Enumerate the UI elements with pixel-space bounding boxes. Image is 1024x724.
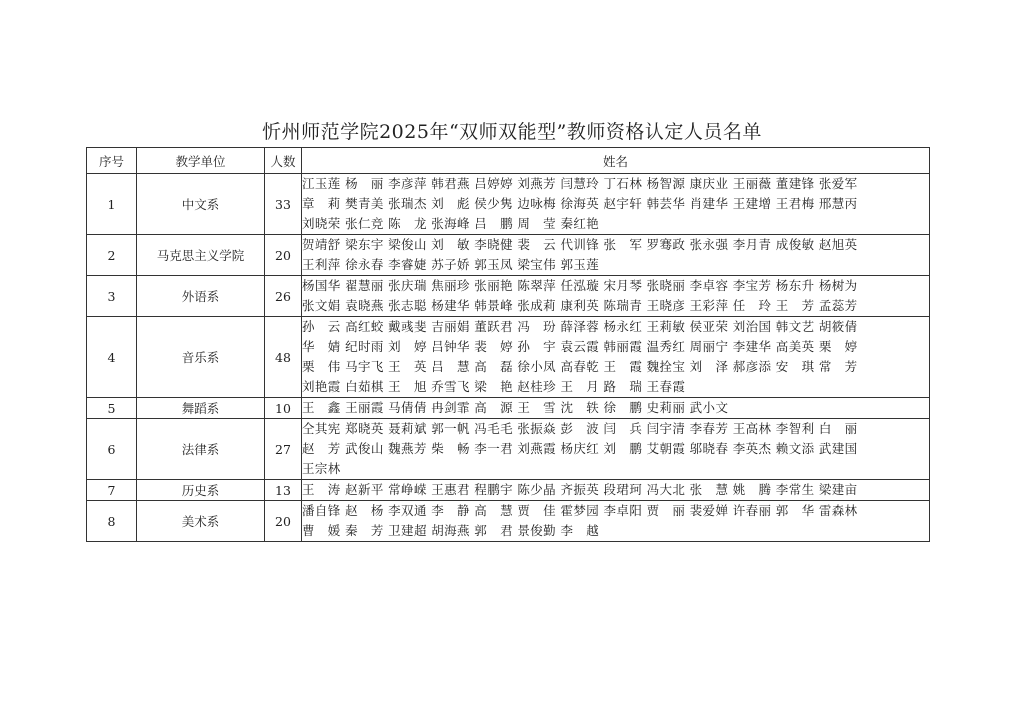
row-count: 48 xyxy=(265,317,302,398)
table-row xyxy=(87,398,930,419)
names-line: 王宗林 xyxy=(302,461,341,476)
row-unit: 美术系 xyxy=(137,501,265,542)
row-count: 13 xyxy=(265,480,302,501)
row-count: 10 xyxy=(265,398,302,419)
names-line: 赵 芳 武俊山 魏燕芳 柴 畅 李一君 刘燕霞 杨庆红 刘 鹏 艾朝霞 邬晓春 李英杰 赖文添 武建国 xyxy=(302,441,858,456)
row-index: 1 xyxy=(87,174,137,235)
names-line: 刘艳霞 白茹棋 王 旭 乔雪飞 梁 艳 赵桂珍 王 月 路 瑞 王春霞 xyxy=(302,379,686,394)
row-unit: 历史系 xyxy=(137,480,265,501)
names-line: 张文娟 袁晓燕 张志聪 杨建华 韩景峰 张成莉 康利英 陈瑞青 王晓彦 王彩萍 任 玲 王 芳 孟蕊芳 xyxy=(302,298,858,313)
names-line: 孙 云 高红蛟 戴彧斐 吉丽娟 董跃君 冯 玢 薛泽蓉 杨永红 王莉敏 侯亚荣 刘治国 韩文艺 胡筱倩 xyxy=(302,319,858,334)
row-index: 5 xyxy=(87,398,137,419)
row-index: 8 xyxy=(87,501,137,542)
names-line: 曹 媛 秦 芳 卫建超 胡海燕 郭 君 景俊勤 李 越 xyxy=(302,523,600,538)
page-title: 忻州师范学院2025年“双师双能型”教师资格认定人员名单 xyxy=(262,121,762,143)
names-line: 王利萍 徐永春 李睿婕 苏子娇 郭玉凤 梁宝伟 郭玉莲 xyxy=(302,257,600,272)
roster-table xyxy=(86,147,930,542)
row-count: 26 xyxy=(265,276,302,317)
table-row xyxy=(87,480,930,501)
names-line: 华 婧 纪时雨 刘 婷 吕钟华 裴 婷 孙 宇 袁云霞 韩丽霞 温秀红 周丽宁 李建华 高美英 栗 婷 xyxy=(302,339,858,354)
header-names: 姓名 xyxy=(302,148,930,174)
names-line: 潘自锋 赵 杨 李双通 李 静 高 慧 贾 佳 霍梦园 李卓阳 贾 丽 裴爱婵 许春丽 郭 华 雷森林 xyxy=(302,503,858,518)
row-names xyxy=(302,174,930,235)
row-count: 33 xyxy=(265,174,302,235)
row-names xyxy=(302,235,930,276)
table-row xyxy=(87,501,930,542)
table-header-row xyxy=(87,148,930,174)
row-index: 4 xyxy=(87,317,137,398)
row-unit: 马克思主义学院 xyxy=(137,235,265,276)
table-row xyxy=(87,419,930,480)
row-index: 2 xyxy=(87,235,137,276)
row-unit: 舞蹈系 xyxy=(137,398,265,419)
row-names xyxy=(302,480,930,501)
roster-body xyxy=(87,174,930,542)
table-row xyxy=(87,276,930,317)
row-names xyxy=(302,501,930,542)
names-line: 贺靖舒 梁东宇 梁俊山 刘 敏 李晓健 裴 云 代训锋 张 军 罗骞政 张永强 李月青 成俊敏 赵旭英 xyxy=(302,237,858,252)
names-line: 江玉莲 杨 丽 李彦萍 韩君燕 吕婷婷 刘燕芳 闫慧玲 丁石林 杨智源 康庆业 王丽薇 董建锋 张爱军 xyxy=(302,176,858,191)
row-names xyxy=(302,317,930,398)
header-unit: 教学单位 xyxy=(137,148,265,174)
row-unit: 法律系 xyxy=(137,419,265,480)
names-line: 栗 伟 马宇飞 王 英 吕 慧 高 磊 徐小凤 高春乾 王 霞 魏拴宝 刘 泽 郝彦添 安 琪 常 芳 xyxy=(302,359,858,374)
row-index: 7 xyxy=(87,480,137,501)
table-row xyxy=(87,235,930,276)
table-row xyxy=(87,317,930,398)
row-names xyxy=(302,419,930,480)
header-count: 人数 xyxy=(265,148,302,174)
names-line: 仝其宪 郑晓英 聂莉斌 郭一帆 冯毛毛 张振焱 彭 波 闫 兵 闫宇清 李春芳 王高林 李智利 白 丽 xyxy=(302,421,858,436)
row-unit: 中文系 xyxy=(137,174,265,235)
names-line: 王 鑫 王丽霞 马倩倩 冉剑霏 高 源 王 雪 沈 轶 徐 鹏 史莉丽 武小文 xyxy=(302,400,729,415)
row-count: 20 xyxy=(265,235,302,276)
row-names xyxy=(302,398,930,419)
table-row xyxy=(87,174,930,235)
row-unit: 外语系 xyxy=(137,276,265,317)
row-count: 27 xyxy=(265,419,302,480)
row-unit: 音乐系 xyxy=(137,317,265,398)
names-line: 章 莉 樊青美 张瑞杰 刘 彪 侯少隽 边咏梅 徐海英 赵宇轩 韩芸华 肖建华 王建增 王君梅 邢慧丙 xyxy=(302,196,858,211)
row-names xyxy=(302,276,930,317)
names-line: 王 涛 赵新平 常峥嵘 王惠君 程鹏宇 陈少晶 齐振英 段珺珂 冯大北 张 慧 姚 腾 李常生 梁建亩 xyxy=(302,482,858,497)
row-count: 20 xyxy=(265,501,302,542)
header-index: 序号 xyxy=(87,148,137,174)
row-index: 6 xyxy=(87,419,137,480)
names-line: 刘晓荣 张仁竞 陈 龙 张海峰 吕 鹏 周 莹 秦红艳 xyxy=(302,216,600,231)
row-index: 3 xyxy=(87,276,137,317)
names-line: 杨国华 翟慧丽 张庆瑞 焦丽珍 张丽艳 陈翠萍 任泓璇 宋月琴 张晓丽 李卓容 李宝芳 杨东升 杨树为 xyxy=(302,278,858,293)
